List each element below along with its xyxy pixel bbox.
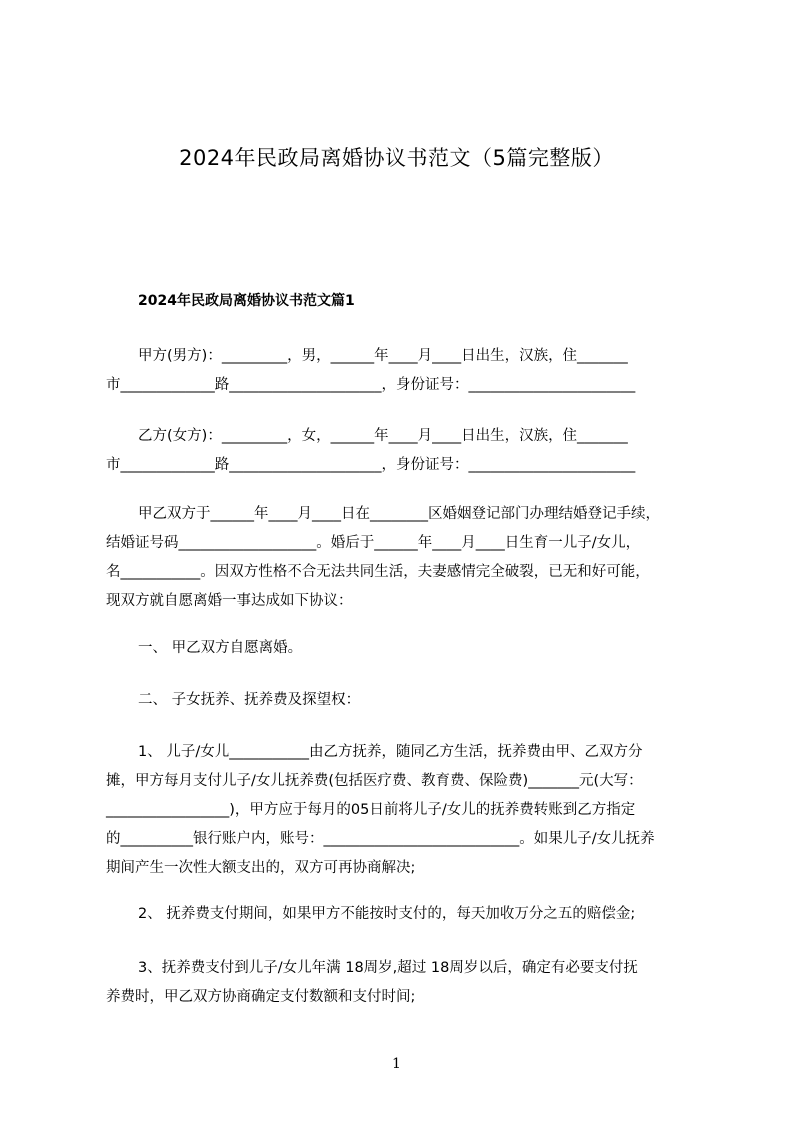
section-title: 2024年民政局离婚协议书范文篇1 <box>138 293 355 309</box>
paragraph-line: _________________)，甲方应于每月的05日前将儿子/女儿的抚养费转账到乙方指定 <box>106 802 636 818</box>
page-number: 1 <box>392 1056 401 1072</box>
clause-2 <box>106 686 706 715</box>
paragraph-line: 1、 儿子/女儿___________由乙方抚养，随同乙方生活，抚养费由甲、乙双方分 <box>138 744 643 760</box>
paragraph-line: 名___________。因双方性格不合无法共同生活，夫妻感情完全破裂，已无和好可能， <box>106 564 650 580</box>
paragraph-line: 现双方就自愿离婚一事达成如下协议： <box>106 593 353 609</box>
paragraph-line: 养费时，甲乙双方协商确定支付数额和支付时间; <box>106 989 416 1005</box>
paragraph-line: 甲方(男方)：_________，男，______年____月____日出生，汉族，住_______ <box>138 348 628 364</box>
paragraph-line: 乙方(女方)：_________，女，______年____月____日出生，汉族，住_______ <box>138 428 628 444</box>
paragraph-line: 的__________银行账户内，账号：___________________________。如果儿子/女儿抚养 <box>106 831 655 847</box>
paragraph-party-a <box>106 342 706 400</box>
paragraph-line: 甲乙双方于______年____月____日在________区婚姻登记部门办理结婚登记手续， <box>138 506 660 522</box>
clause-1 <box>106 634 706 663</box>
document-title: 2024年民政局离婚协议书范文（5篇完整版） <box>179 146 614 170</box>
clause-2-item-3 <box>106 954 706 1012</box>
paragraph-line: 二、 子女抚养、抚养费及探望权： <box>138 692 361 708</box>
paragraph-line: 期间产生一次性大额支出的，双方可再协商解决; <box>106 860 416 876</box>
paragraph-line: 2、 抚养费支付期间，如果甲方不能按时支付的，每天加收万分之五的赔偿金; <box>138 906 636 922</box>
paragraph-line: 一、 甲乙双方自愿离婚。 <box>138 640 303 656</box>
clause-2-item-2 <box>106 900 706 929</box>
paragraph-line: 摊，甲方每月支付儿子/女儿抚养费(包括医疗费、教育费、保险费)_______元(大写： <box>106 773 643 789</box>
paragraph-line: 3、抚养费支付到儿子/女儿年满 18周岁,超过 18周岁以后，确定有必要支付抚 <box>138 960 638 976</box>
paragraph-line: 结婚证号码___________________。婚后于______年____月____日生育一儿子/女儿， <box>106 535 641 551</box>
clause-2-item-1 <box>106 738 706 883</box>
paragraph-line: 市_____________路_____________________，身份证号：_______________________ <box>106 457 636 473</box>
paragraph-marriage-background <box>106 500 706 616</box>
paragraph-party-b <box>106 422 706 480</box>
paragraph-line: 市_____________路_____________________，身份证号：_______________________ <box>106 377 636 393</box>
